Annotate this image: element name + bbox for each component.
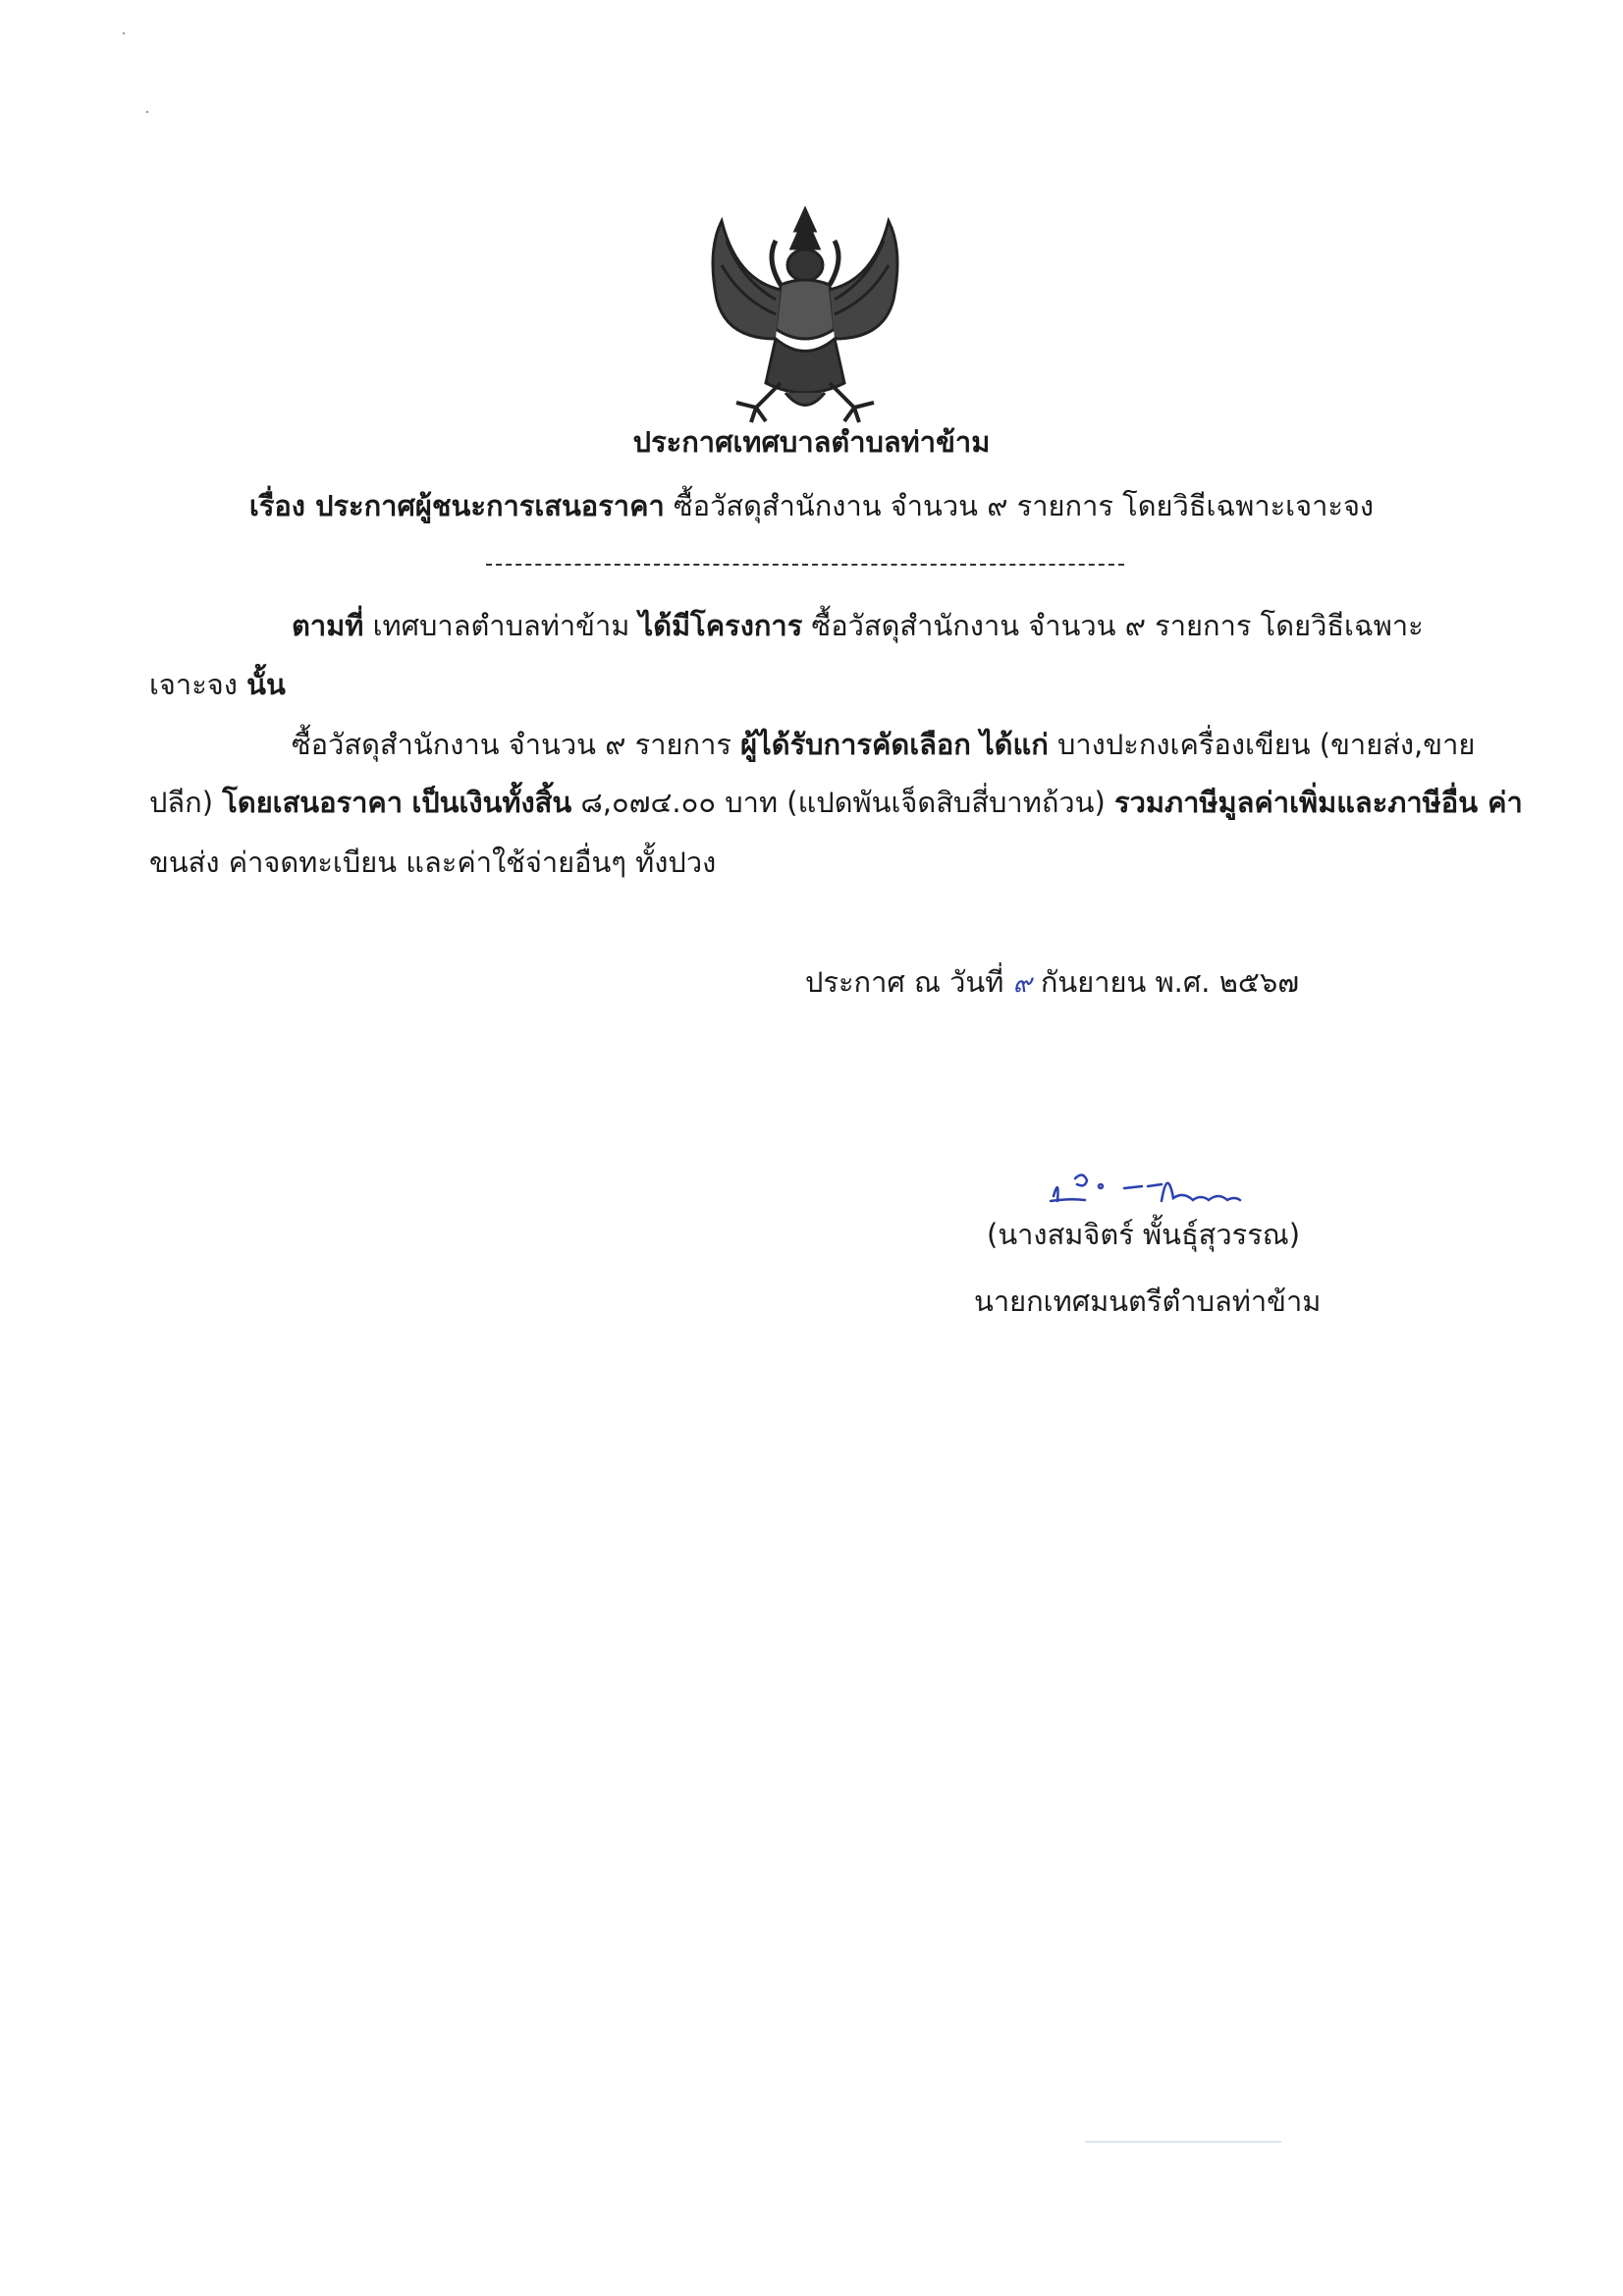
p2-l2-e: รวมภาษีมูลค่าเพิ่มและภาษีอื่น ค่า — [1114, 786, 1523, 819]
signer-position: นายกเทศมนตรีตำบลท่าข้าม — [974, 1285, 1322, 1318]
p2-l1-d: บางปะกงเครื่องเขียน (ขายส่ง,ขาย — [1056, 728, 1476, 761]
date-day-handwritten: ๙ — [1012, 969, 1032, 999]
p2-l1-c: ได้แก่ — [980, 728, 1049, 761]
subject-label: เรื่อง ประกาศผู้ชนะการเสนอราคา — [248, 489, 665, 522]
p2-l2-a: ปลีก) — [149, 786, 214, 819]
signature-scribble-icon — [1046, 1157, 1247, 1216]
announcement-title: ประกาศเทศบาลตำบลท่าข้าม — [632, 425, 991, 459]
announcement-date — [805, 962, 1299, 1004]
p1-l1-a: ตามที่ — [292, 609, 364, 642]
p2-l2-d: ๘,๐๗๔.๐๐ บาท (แปดพันเจ็ดสิบสี่บาทถ้วน) — [580, 786, 1106, 819]
paragraph-1-line-1 — [292, 606, 1424, 645]
date-month-year: กันยายน พ.ศ. ๒๕๖๗ — [1040, 965, 1300, 999]
dashed-divider — [486, 564, 1124, 566]
date-prefix: ประกาศ ณ วันที่ — [805, 965, 1004, 999]
signer-name: (นางสมจิตร์ พั้นธุ์สุวรรณ) — [987, 1218, 1301, 1251]
p1-l1-c: ได้มีโครงการ — [638, 609, 803, 642]
paragraph-1-line-2 — [149, 665, 286, 704]
subject-text: ซื้อวัสดุสำนักงาน จำนวน ๙ รายการ โดยวิธีเฉพาะเจาะจง — [674, 489, 1375, 522]
faint-scan-line — [1085, 2141, 1281, 2143]
p2-l1-b: ผู้ได้รับการคัดเลือก — [740, 728, 971, 761]
paragraph-2-line-1 — [292, 725, 1475, 764]
p1-l1-b: เทศบาลตำบลท่าข้าม — [372, 609, 630, 642]
garuda-emblem-icon — [697, 191, 913, 427]
announcement-subject — [0, 486, 1623, 525]
p2-l2-b: โดยเสนอราคา — [222, 786, 404, 819]
p1-l1-d: ซื้อวัสดุสำนักงาน จำนวน ๙ รายการ โดยวิธีเฉพาะ — [811, 609, 1424, 642]
paragraph-2-line-3: ขนส่ง ค่าจดทะเบียน และค่าใช้จ่ายอื่นๆ ทั้งปวง — [149, 846, 717, 879]
p1-l2-b: นั้น — [246, 668, 286, 701]
paragraph-2-line-2 — [149, 783, 1523, 822]
p2-l1-a: ซื้อวัสดุสำนักงาน จำนวน ๙ รายการ — [292, 728, 731, 761]
p2-l2-c: เป็นเงินทั้งสิ้น — [411, 786, 572, 819]
p1-l2-a: เจาะจง — [149, 668, 238, 701]
scan-specks — [118, 29, 157, 137]
